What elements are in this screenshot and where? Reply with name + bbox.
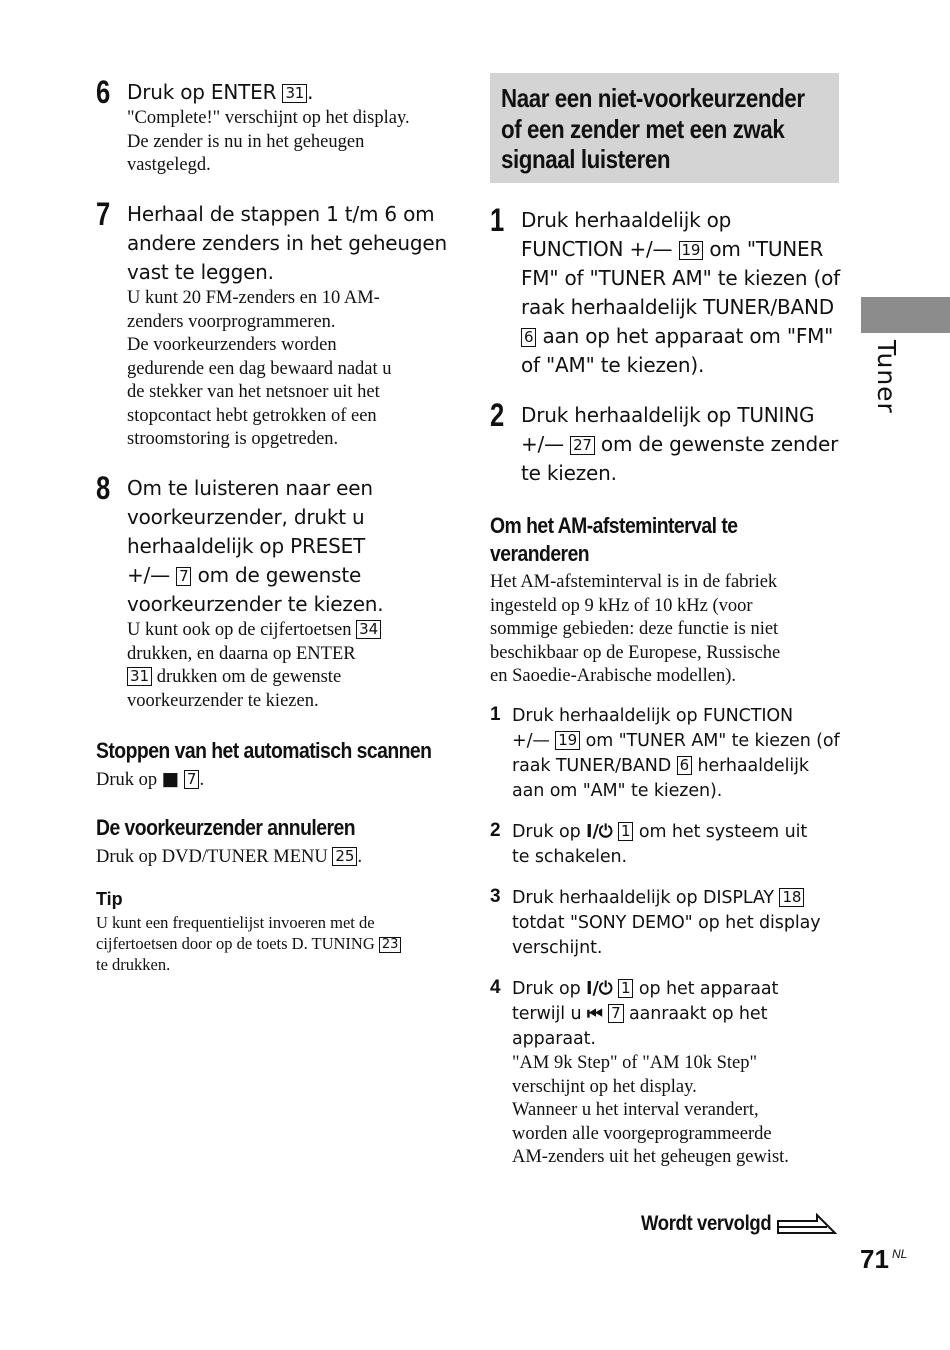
- button-ref-box: 6: [677, 756, 692, 775]
- step-2: [490, 397, 840, 488]
- step-title: Druk op I/⏻ 1 op het apparaat terwijl u ⏮ 7 aanraakt op het apparaat.: [512, 979, 779, 1049]
- tip-label: Tip: [96, 889, 123, 909]
- step-title: Druk op I/⏻ 1 om het systeem uit te schakelen.: [512, 822, 808, 867]
- step-number: 7: [96, 196, 111, 232]
- step-6: [96, 74, 456, 178]
- section-banner: [490, 73, 839, 183]
- section-title: Naar een niet-voorkeurzender of een zender met een zwak signaal luisteren: [501, 83, 805, 174]
- step-body: U kunt ook op de cijfertoetsen 34 drukken, en daarna op ENTER 31 drukken om de gewenste voorkeurzender te kiezen.: [127, 619, 456, 713]
- step-title: Druk op ENTER 31 .: [127, 80, 314, 104]
- button-ref-box: 18: [779, 888, 804, 907]
- button-ref-box: 1: [618, 822, 633, 841]
- step-8: [96, 470, 456, 713]
- step-number: 3: [490, 886, 501, 907]
- am-interval-intro: Het AM-afsteminterval is in de fabriek ingesteld op 9 kHz of 10 kHz (voor sommige gebieden: deze functie is niet beschikbaar op de Europese, Russische en Saoedie-Arabische modellen).: [490, 572, 781, 686]
- step-7: [96, 196, 456, 452]
- step-title: Om te luisteren naar een voorkeurzender, drukt u herhaaldelijk op PRESET +/— 7 om de gewenste voorkeurzender te kiezen.: [127, 476, 384, 616]
- previous-track-icon: ⏮: [586, 1004, 603, 1024]
- button-ref-box: 31: [127, 667, 152, 686]
- button-ref-box: 1: [618, 979, 633, 998]
- am-interval-heading: Om het AM-afsteminterval te veranderen: [490, 513, 738, 566]
- am-step-3: [490, 886, 840, 961]
- tip-text: U kunt een frequentielijst invoeren met de cijfertoetsen door op de toets D. TUNING 23 te drukken.: [96, 912, 456, 975]
- step-number: 6: [96, 74, 111, 110]
- button-ref-box: 27: [570, 436, 595, 455]
- step-number: 1: [490, 704, 501, 725]
- am-step-2: [490, 820, 840, 870]
- side-tab-label: Tuner: [872, 340, 901, 414]
- cancel-preset-heading: De voorkeurzender annuleren: [96, 815, 356, 840]
- step-number: 8: [96, 470, 111, 506]
- continued-text: Wordt vervolgd: [641, 1212, 772, 1235]
- button-ref-box: 7: [176, 567, 191, 586]
- stop-icon: ■: [161, 769, 180, 790]
- step-title: Druk herhaaldelijk op DISPLAY 18 totdat "SONY DEMO" op het display verschijnt.: [512, 888, 821, 958]
- page-language: NL: [892, 1247, 908, 1261]
- step-body: "Complete!" verschijnt op het display. De zender is nu in het geheugen vastgelegd.: [127, 108, 410, 175]
- cancel-preset-text: Druk op DVD/TUNER MENU 25 .: [96, 847, 363, 867]
- step-number: 2: [490, 820, 501, 841]
- page-number: 71: [860, 1244, 889, 1274]
- step-number: 1: [490, 202, 505, 238]
- button-ref-box: 23: [379, 937, 402, 953]
- step-body: U kunt 20 FM-zenders en 10 AM- zenders voorprogrammeren. De voorkeurzenders worden gedurende een dag bewaard nadat u de stekker van het netsnoer uit het stopcontact hebt getrokken of een stroomstoring is opgetreden.: [127, 288, 392, 449]
- step-1: [490, 202, 841, 380]
- step-title: Herhaal de stappen 1 t/m 6 om andere zenders in het geheugen vast te leggen.: [127, 202, 447, 284]
- stop-scanning-text: Druk op ■ 7 .: [96, 769, 205, 790]
- am-step-4: [490, 977, 840, 1170]
- step-title: Druk herhaaldelijk op TUNING +/— 27 om de gewenste zender te kiezen.: [521, 403, 839, 485]
- button-ref-box: 31: [282, 84, 307, 103]
- button-ref-box: 7: [608, 1004, 623, 1023]
- button-ref-box: 7: [184, 770, 200, 789]
- button-ref-box: 6: [521, 328, 536, 347]
- step-number: 4: [490, 977, 501, 998]
- step-number: 2: [490, 397, 505, 433]
- button-ref-box: 19: [679, 241, 704, 260]
- step-title: Druk herhaaldelijk op FUNCTION +/— 19 om "TUNER FM" of "TUNER AM" te kiezen (of raak herhaaldelijk TUNER/BAND 6 aan op het apparaat om "FM" of "AM" te kiezen).: [521, 208, 841, 377]
- power-icon: I/⏻: [586, 822, 613, 842]
- side-tab-marker: [861, 297, 950, 333]
- power-icon: I/⏻: [586, 979, 613, 999]
- am-step-1: [490, 704, 840, 804]
- button-ref-box: 19: [555, 731, 580, 750]
- button-ref-box: 34: [356, 620, 381, 639]
- step-body: "AM 9k Step" of "AM 10k Step" verschijnt op het display. Wanneer u het interval verandert, worden alle voorgeprogrammeerde AM-zenders uit het geheugen gewist.: [512, 1053, 789, 1167]
- button-ref-box: 25: [332, 847, 357, 866]
- continued-arrow-icon: [777, 1213, 837, 1235]
- stop-scanning-heading: Stoppen van het automatisch scannen: [96, 738, 432, 763]
- step-title: Druk herhaaldelijk op FUNCTION +/— 19 om "TUNER AM" te kiezen (of raak TUNER/BAND 6 herhaaldelijk aan om "AM" te kiezen).: [512, 706, 840, 801]
